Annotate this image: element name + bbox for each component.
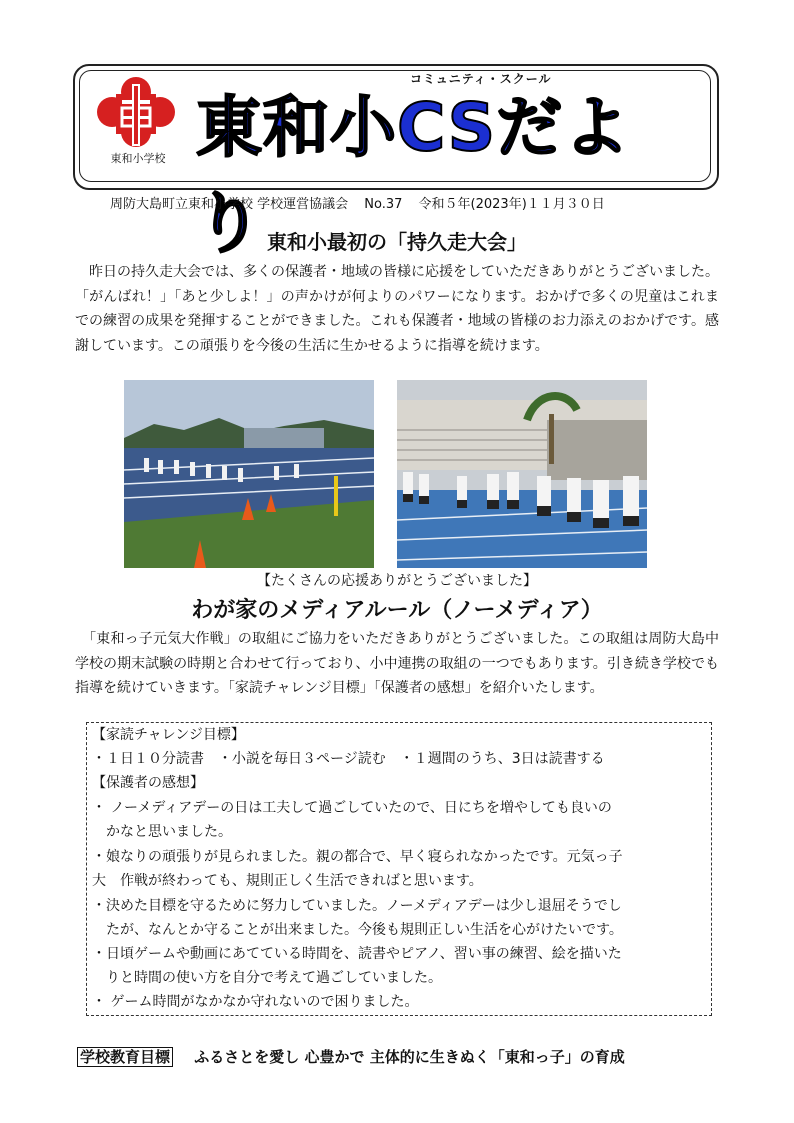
publication-info xyxy=(110,193,617,212)
box-line: かなと思いました。 xyxy=(92,824,232,840)
section1-body: 昨日の持久走大会では、多くの保護者・地域の皆様に応援をしていただきありがとうございました。「がんばれ！」「あと少しよ！」の声かけが何よりのパワーになります。おかげで多くの児童はこれまでの練習の成果を発揮することができました。これも保護者・地域の皆様のお力添えのおかげです。感謝しています。この頑張りを今後の生活に生かせるように指導を続けます。 xyxy=(75,264,719,354)
photo-marathon-field xyxy=(124,380,374,568)
issue-date: 令和５年(2023年)１１月３０日 xyxy=(418,197,605,212)
box-line: たが、なんとか守ることが出来ました。今後も規則正しい生活を心がけたいです。 xyxy=(92,922,623,938)
section2-title: わが家のメディアルール（ノーメディア） xyxy=(191,598,603,623)
masthead-title: 東和小CSだより xyxy=(196,89,631,262)
box-line: 大 作戦が終わっても、規則正しく生活できればと思います。 xyxy=(92,873,483,889)
publisher: 周防大島町立東和小学校 学校運営協議会 xyxy=(110,197,349,212)
section1-title: 東和小最初の「持久走大会」 xyxy=(267,230,527,254)
box-line: ・ ゲーム時間がなかなか守れないので困りました。 xyxy=(92,994,419,1010)
school-goal-text: ふるさとを愛し 心豊かで 主体的に生きぬく「東和っ子」の育成 xyxy=(194,1048,625,1066)
box-line: ・娘なりの頑張りが見られました。親の都合で、早く寝られなかったです。元気っ子 xyxy=(92,849,623,865)
school-goal xyxy=(77,1046,625,1067)
box-line: 【家読チャレンジ目標】 xyxy=(92,727,245,743)
box-line: 【保護者の感想】 xyxy=(92,775,204,791)
masthead-ruby: コミュニティ・スクール xyxy=(410,72,552,86)
box-line: りと時間の使い方を自分で考えて過ごしていました。 xyxy=(92,970,442,986)
school-goal-label: 学校教育目標 xyxy=(77,1047,173,1067)
section2-body: 「東和っ子元気大作戦」の取組にご協力をいただきありがとうございました。この取組は周防大島中学校の期末試験の時期と合わせて行っており、小中連携の取組の一つでもあります。引き続き学校でも指導を続けていきます。「家読チャレンジ目標」「保護者の感想」を紹介いたします。 xyxy=(75,631,719,696)
photo-caption: 【たくさんの応援ありがとうございました】 xyxy=(257,573,537,589)
photo-runners-track xyxy=(397,380,647,568)
issue-number: No.37 xyxy=(364,197,403,212)
box-line: ・決めた目標を守るために努力していました。ノーメディアデーは少し退屈そうでし xyxy=(92,898,622,914)
logo-label: 東和小学校 xyxy=(110,152,166,165)
box-line: ・ ノーメディアデーの日は工夫して過ごしていたので、日にちを増やしても良いの xyxy=(92,800,612,816)
box-line: ・１日１０分読書 ・小説を毎日３ページ読む ・１週間のうち、3日は読書する xyxy=(92,751,605,767)
box-line: ・日頃ゲームや動画にあてている時間を、読書やピアノ、習い事の練習、絵を描いた xyxy=(92,946,622,962)
